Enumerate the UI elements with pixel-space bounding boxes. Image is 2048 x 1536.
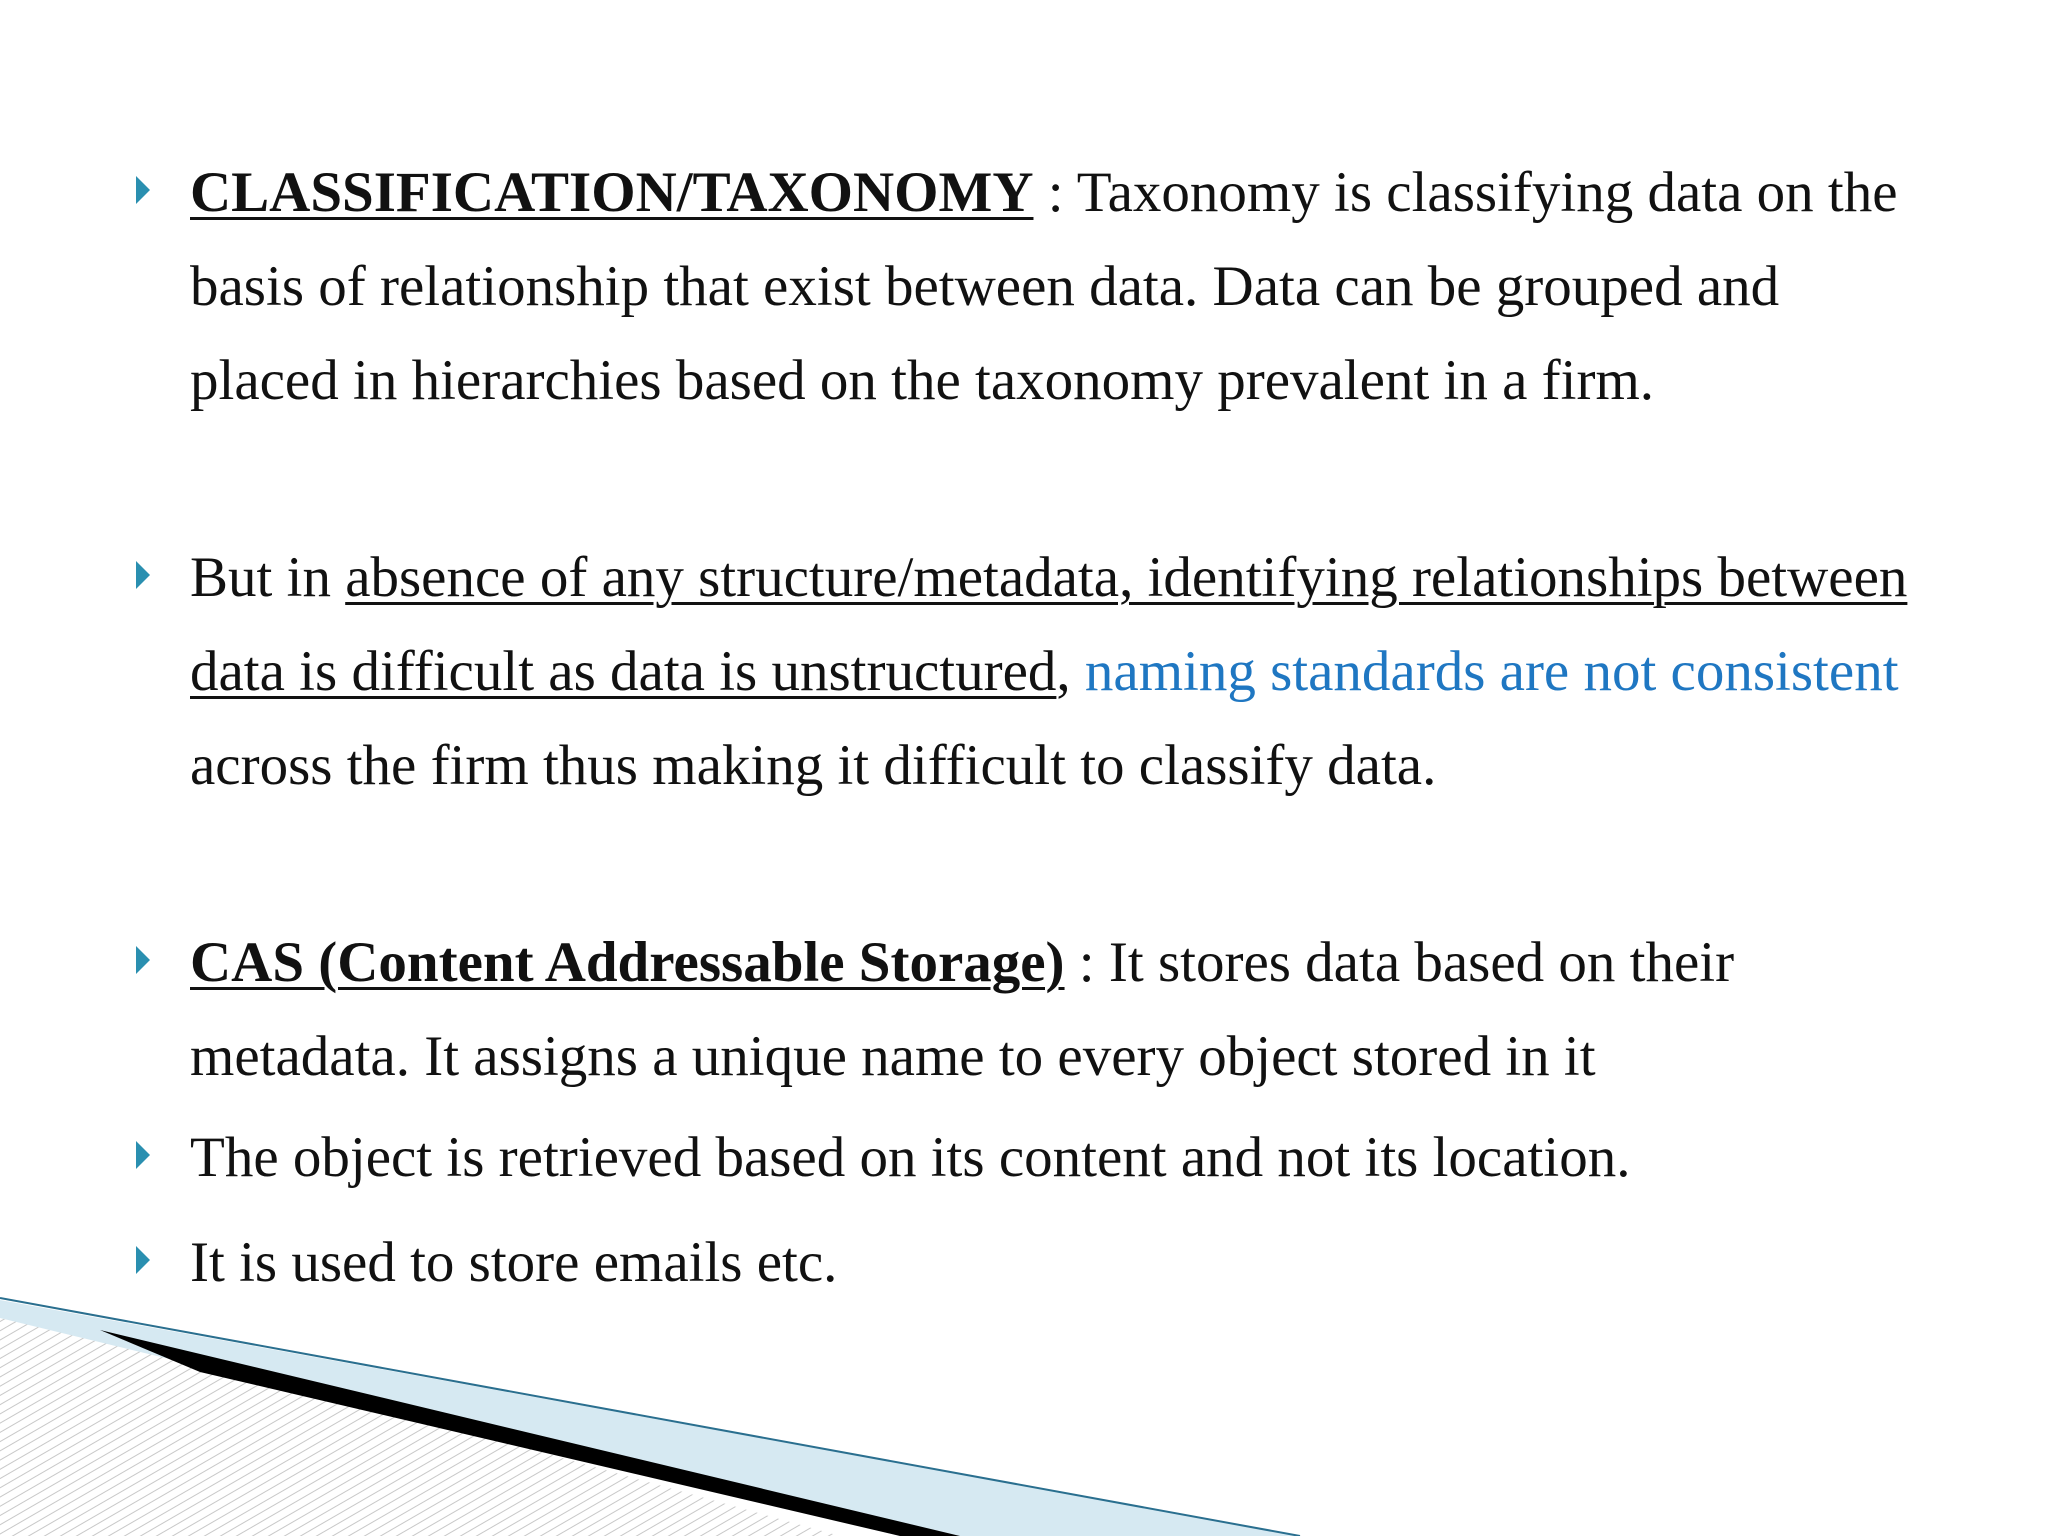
bullet-absence <box>190 531 1930 813</box>
term-cas: CAS (Content Addressable Storage) <box>190 931 1065 994</box>
bullet-cas <box>190 916 1930 1104</box>
triangle-right-icon <box>136 561 150 589</box>
classification-text: : Taxonomy is classifying data on the basis of relationship that exist between data. Data can be grouped and placed in hierarchies based on the taxonomy prevalent in a firm. <box>190 161 1898 412</box>
emails-text: It is used to store emails etc. <box>190 1231 838 1294</box>
cas-text: : It stores data based on their metadata. It assigns a unique name to every object stored in it <box>190 931 1735 1088</box>
bullet-emails <box>190 1216 1930 1310</box>
absence-underlined: absence of any structure/metadata, identifying relationships between data is difficult as data is unstructured <box>190 546 1908 703</box>
object-retrieved-text: The object is retrieved based on its content and not its location. <box>190 1126 1631 1189</box>
term-classification: CLASSIFICATION/TAXONOMY <box>190 161 1034 224</box>
triangle-right-icon <box>136 1141 150 1169</box>
triangle-right-icon <box>136 1246 150 1274</box>
bullet-classification <box>190 146 1930 428</box>
naming-standards-highlight: naming standards are not consistent <box>1084 640 1899 703</box>
absence-comma: , <box>1056 640 1085 703</box>
triangle-right-icon <box>136 946 150 974</box>
absence-prefix: But in <box>190 546 346 609</box>
bullet-object-retrieved <box>190 1111 1930 1205</box>
triangle-right-icon <box>136 176 150 204</box>
absence-suffix: across the firm thus making it difficult to classify data. <box>190 734 1437 797</box>
